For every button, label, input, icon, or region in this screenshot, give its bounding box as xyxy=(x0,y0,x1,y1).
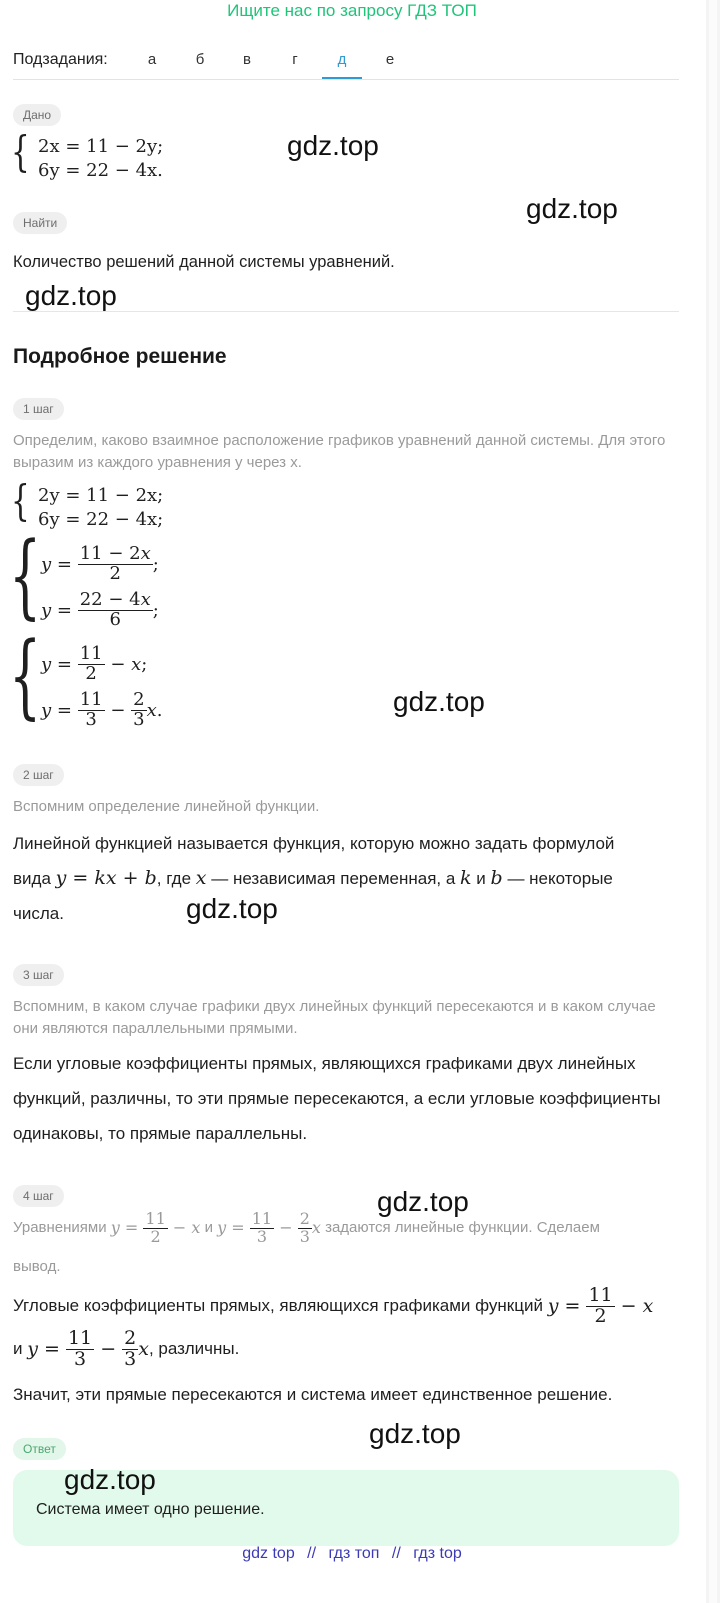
step4-text-a: Угловые коэффициенты прямых, являющихся графиками функций xyxy=(13,1296,543,1315)
left-brace-icon: { xyxy=(11,127,30,176)
given-eq1: 2x = 11 − 2y; xyxy=(38,136,164,157)
step2-line3: числа. xyxy=(13,904,64,923)
step1-hint: Определим, каково взаимное расположение графиков уравнений данной системы. Для этого выразим из каждого уравнения y через x. xyxy=(13,432,666,471)
scrollbar[interactable] xyxy=(706,0,720,1603)
watermark: gdz.top xyxy=(369,1418,461,1449)
step1-pill: 1 шаг xyxy=(13,398,64,420)
answer-pill: Ответ xyxy=(13,1438,66,1460)
step1-system-3 xyxy=(41,641,162,733)
find-pill: Найти xyxy=(13,212,67,234)
step2-text xyxy=(13,826,693,931)
step2-gde: , где xyxy=(156,869,192,888)
left-brace-icon: { xyxy=(11,476,30,525)
solution-title: Подробное решение xyxy=(13,345,227,368)
find-text: Количество решений данной системы уравнений. xyxy=(13,253,395,271)
tab-d[interactable]: д xyxy=(337,51,347,68)
step4-hint: Уравнениями y = $\frac{11}{2}$ − x и y = $\frac{11}{3}$ − $\frac{2}{3}$ x задаются линейные функции. Сделаем xyxy=(13,1209,600,1246)
tab-v[interactable]: в xyxy=(243,51,251,68)
step2-line2 xyxy=(13,861,693,896)
active-tab-indicator xyxy=(322,77,362,79)
var-b: b xyxy=(490,867,503,889)
footer-link-3[interactable]: гдз top xyxy=(413,1545,462,1562)
step1-sys2-eq1: y = $\frac{11 - 2x}{2}$ ; xyxy=(41,542,159,584)
footer-sep-1: // xyxy=(307,1545,317,1562)
step4-text-line2: и y = $\frac{11}{3}$ − $\frac{2}{3}$ x , различны. xyxy=(13,1326,240,1370)
watermark: gdz.top xyxy=(526,193,618,224)
step3-text: Если угловые коэффициенты прямых, являющихся графиками двух линейных функций, различны, то эти прямые пересекаются, а если угловые коэффициенты одинаковы, то прямые параллельны. xyxy=(13,1054,661,1143)
scrollbar-thumb[interactable] xyxy=(709,0,717,1603)
watermark: gdz.top xyxy=(64,1464,156,1495)
footer-sep-2: // xyxy=(391,1545,401,1562)
step3-section xyxy=(13,964,64,986)
step2-section xyxy=(13,764,64,786)
answer-section xyxy=(13,1438,66,1460)
step2-and: и xyxy=(476,869,486,888)
step1-sys3-eq2: y = $\frac{11}{3}$ − $\frac{2}{3}$ x . xyxy=(41,688,163,730)
find-section xyxy=(13,212,67,234)
footer-links xyxy=(0,1545,704,1563)
footer-link-1[interactable]: gdz top xyxy=(242,1545,295,1562)
step1-sys1-eq2: 6y = 22 − 4x; xyxy=(38,509,164,530)
step1-system-1 xyxy=(38,484,163,532)
step2-some: — некоторые xyxy=(507,869,613,888)
subtasks-bar xyxy=(13,49,679,80)
step4-section xyxy=(13,1185,64,1207)
given-eq2: 6y = 22 − 4x. xyxy=(38,160,163,181)
left-brace-icon: { xyxy=(9,622,42,729)
given-system xyxy=(38,135,163,183)
step2-pill: 2 шаг xyxy=(13,764,64,786)
given-section xyxy=(13,104,61,126)
tab-g[interactable]: г xyxy=(292,51,298,68)
step4-conclusion: Значит, эти прямые пересекаются и система имеет единственное решение. xyxy=(13,1385,613,1404)
watermark: gdz.top xyxy=(377,1186,469,1217)
tab-b[interactable]: б xyxy=(195,51,205,68)
watermark: gdz.top xyxy=(25,280,117,311)
step1-sys1-eq1: 2y = 11 − 2x; xyxy=(38,485,164,506)
watermark: gdz.top xyxy=(186,893,278,924)
step1-sys3-eq1: y = $\frac{11}{2}$ − x ; xyxy=(41,642,148,684)
answer-text: Система имеет одно решение. xyxy=(36,1501,265,1518)
given-pill: Дано xyxy=(13,104,61,126)
tab-a[interactable]: а xyxy=(147,51,157,68)
subtasks-label: Подзадания: xyxy=(13,51,108,68)
footer-link-2[interactable]: гдз топ xyxy=(328,1545,380,1562)
step4-text-and: и xyxy=(13,1339,23,1358)
step1-sys2-eq2: y = $\frac{22 - 4x}{6}$ ; xyxy=(41,588,159,630)
var-k: k xyxy=(460,867,472,889)
var-x: x xyxy=(195,867,207,889)
promo-banner[interactable]: Ищите нас по запросу ГДЗ ТОП xyxy=(227,1,477,20)
step4-hint-and: и xyxy=(204,1219,213,1237)
step2-hint: Вспомним определение линейной функции. xyxy=(13,798,320,815)
step4-hint-b: задаются линейные функции. Сделаем xyxy=(325,1219,600,1237)
linear-formula: y = kx + b xyxy=(55,867,157,889)
watermark: gdz.top xyxy=(287,130,379,161)
step3-pill: 3 шаг xyxy=(13,964,64,986)
step1-section xyxy=(13,398,64,420)
step4-hint-c: вывод. xyxy=(13,1258,61,1275)
step4-pill: 4 шаг xyxy=(13,1185,64,1207)
step2-line1: Линейной функцией называется функция, которую можно задать формулой xyxy=(13,834,615,853)
watermark: gdz.top xyxy=(393,686,485,717)
step2-vida: вида xyxy=(13,869,51,888)
step1-system-2 xyxy=(41,541,159,633)
step2-independent: — независимая переменная, а xyxy=(211,869,456,888)
step4-text-line1: Угловые коэффициенты прямых, являющихся графиками функций y = $\frac{11}{2}$ − x xyxy=(13,1283,654,1327)
step4-hint-a: Уравнениями xyxy=(13,1219,107,1237)
step3-hint: Вспомним, в каком случае графики двух линейных функций пересекаются и в каком случае они являются параллельными прямыми. xyxy=(13,998,656,1037)
left-brace-icon: { xyxy=(9,522,42,629)
step4-text-b: , различны. xyxy=(148,1339,240,1358)
tab-e[interactable]: е xyxy=(385,51,395,68)
